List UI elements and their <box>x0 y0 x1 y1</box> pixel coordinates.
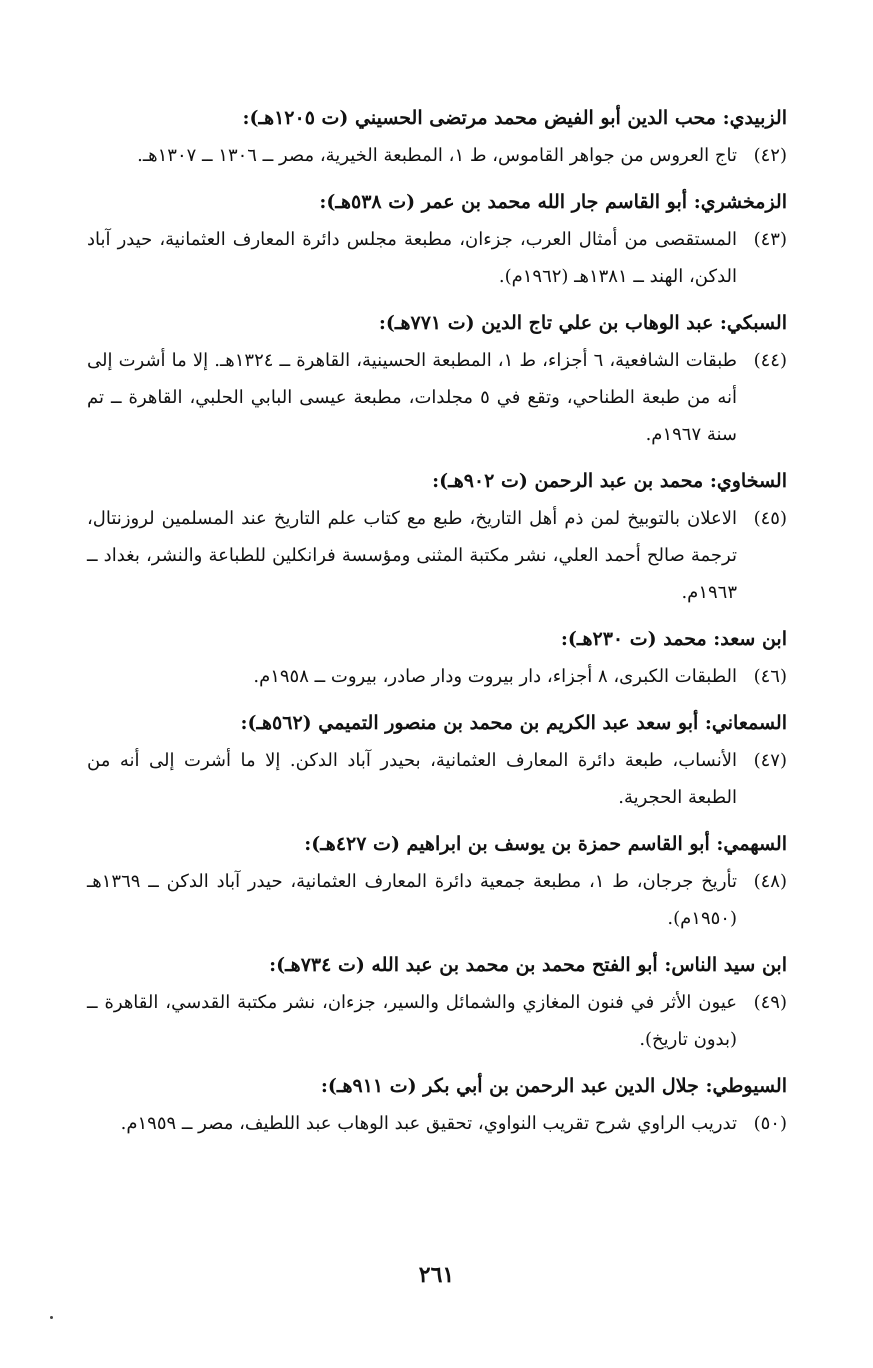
author-name: ابن سعد: <box>713 628 787 650</box>
bibliography-entry <box>87 947 787 1058</box>
work-description: تاج العروس من جواهر القاموس، ط ١، المطبعة الخيرية، مصر ــ ١٣٠٦ ــ ١٣٠٧هـ. <box>137 145 737 166</box>
entry-number: (٤٣) <box>753 229 787 250</box>
work-item <box>87 742 787 816</box>
author-full-name: محمد بن عبد الرحمن (ت ٩٠٢هـ): <box>432 470 704 492</box>
author-name: السمعاني: <box>704 712 787 734</box>
work-description: عيون الأثر في فنون المغازي والشمائل والسير، جزءان، نشر مكتبة القدسي، القاهرة ــ (بدون تاريخ). <box>87 992 737 1050</box>
author-heading <box>87 100 787 137</box>
page-number: ٢٦١ <box>418 1262 455 1288</box>
work-item <box>87 658 787 695</box>
work-description: الأنساب، طبعة دائرة المعارف العثمانية، بحيدر آباد الدكن. إلا ما أشرت إلى أنه من الطبعة الحجرية. <box>87 750 737 808</box>
author-name: السهمي: <box>716 833 787 855</box>
author-heading <box>87 305 787 342</box>
bibliography-entry <box>87 305 787 453</box>
bibliography-entry <box>87 826 787 937</box>
work-description: تدريب الراوي شرح تقريب النواوي، تحقيق عبد الوهاب عبد اللطيف، مصر ــ ١٩٥٩م. <box>120 1113 737 1134</box>
author-name: ابن سيد الناس: <box>664 954 787 976</box>
author-heading <box>87 947 787 984</box>
work-item <box>87 342 787 453</box>
bibliography-page <box>87 100 787 1152</box>
entry-number: (٤٢) <box>753 145 787 166</box>
entry-number: (٤٧) <box>753 750 787 771</box>
work-item <box>87 221 787 295</box>
entry-number: (٤٤) <box>753 350 787 371</box>
author-name: السبكي: <box>719 312 787 334</box>
entry-number: (٤٩) <box>753 992 787 1013</box>
work-item <box>87 500 787 611</box>
author-heading <box>87 826 787 863</box>
author-full-name: أبو القاسم جار الله محمد بن عمر (ت ٥٣٨هـ): <box>319 191 688 213</box>
author-heading <box>87 184 787 221</box>
author-heading <box>87 463 787 500</box>
bibliography-entry <box>87 705 787 816</box>
work-item <box>87 984 787 1058</box>
work-description: الطبقات الكبرى، ٨ أجزاء، دار بيروت ودار صادر، بيروت ــ ١٩٥٨م. <box>253 666 737 687</box>
author-full-name: أبو القاسم حمزة بن يوسف بن ابراهيم (ت ٤٢٧هـ): <box>304 833 710 855</box>
author-name: السخاوي: <box>709 470 787 492</box>
author-heading <box>87 1068 787 1105</box>
author-full-name: أبو الفتح محمد بن محمد بن عبد الله (ت ٧٣٤هـ): <box>269 954 658 976</box>
author-heading <box>87 705 787 742</box>
author-full-name: عبد الوهاب بن علي تاج الدين (ت ٧٧١هـ): <box>378 312 714 334</box>
work-item <box>87 137 787 174</box>
bibliography-entry <box>87 184 787 295</box>
entry-number: (٥٠) <box>753 1113 787 1134</box>
work-description: الاعلان بالتوبيخ لمن ذم أهل التاريخ، طبع مع كتاب علم التاريخ عند المسلمين لروزنتال، ترجمة صالح أحمد العلي، نشر مكتبة المثنى ومؤسسة فرانكلين للطباعة والنشر، بغداد ــ ١٩٦٣م. <box>87 508 737 603</box>
author-heading <box>87 621 787 658</box>
author-full-name: محب الدين أبو الفيض محمد مرتضى الحسيني (ت ١٢٠٥هـ): <box>242 107 716 129</box>
author-full-name: أبو سعد عبد الكريم بن محمد بن منصور التميمي (٥٦٢هـ): <box>240 712 699 734</box>
scan-speck <box>50 1316 53 1319</box>
bibliography-entry <box>87 1068 787 1142</box>
author-full-name: محمد (ت ٢٣٠هـ): <box>560 628 707 650</box>
work-description: طبقات الشافعية، ٦ أجزاء، ط ١، المطبعة الحسينية، القاهرة ــ ١٣٢٤هـ. إلا ما أشرت إلى أنه من طبعة الطناحي، وتقع في ٥ مجلدات، مطبعة عيسى البابي الحلبي، القاهرة ــ تم سنة ١٩٦٧م. <box>87 350 737 445</box>
bibliography-entry <box>87 100 787 174</box>
author-full-name: جلال الدين عبد الرحمن بن أبي بكر (ت ٩١١هـ): <box>320 1075 699 1097</box>
entry-number: (٤٦) <box>753 666 787 687</box>
author-name: الزبيدي: <box>722 107 787 129</box>
work-item <box>87 1105 787 1142</box>
bibliography-entry <box>87 463 787 611</box>
work-description: المستقصى من أمثال العرب، جزءان، مطبعة مجلس دائرة المعارف العثمانية، حيدر آباد الدكن، الهند ــ ١٣٨١هـ (١٩٦٢م). <box>87 229 737 287</box>
entry-number: (٤٥) <box>753 508 787 529</box>
work-description: تأريخ جرجان، ط ١، مطبعة جمعية دائرة المعارف العثمانية، حيدر آباد الدكن ــ ١٣٦٩هـ (١٩٥٠م). <box>87 871 738 929</box>
author-name: الزمخشري: <box>693 191 787 213</box>
entry-number: (٤٨) <box>753 871 787 892</box>
author-name: السيوطي: <box>705 1075 787 1097</box>
work-item <box>87 863 787 937</box>
bibliography-entry <box>87 621 787 695</box>
